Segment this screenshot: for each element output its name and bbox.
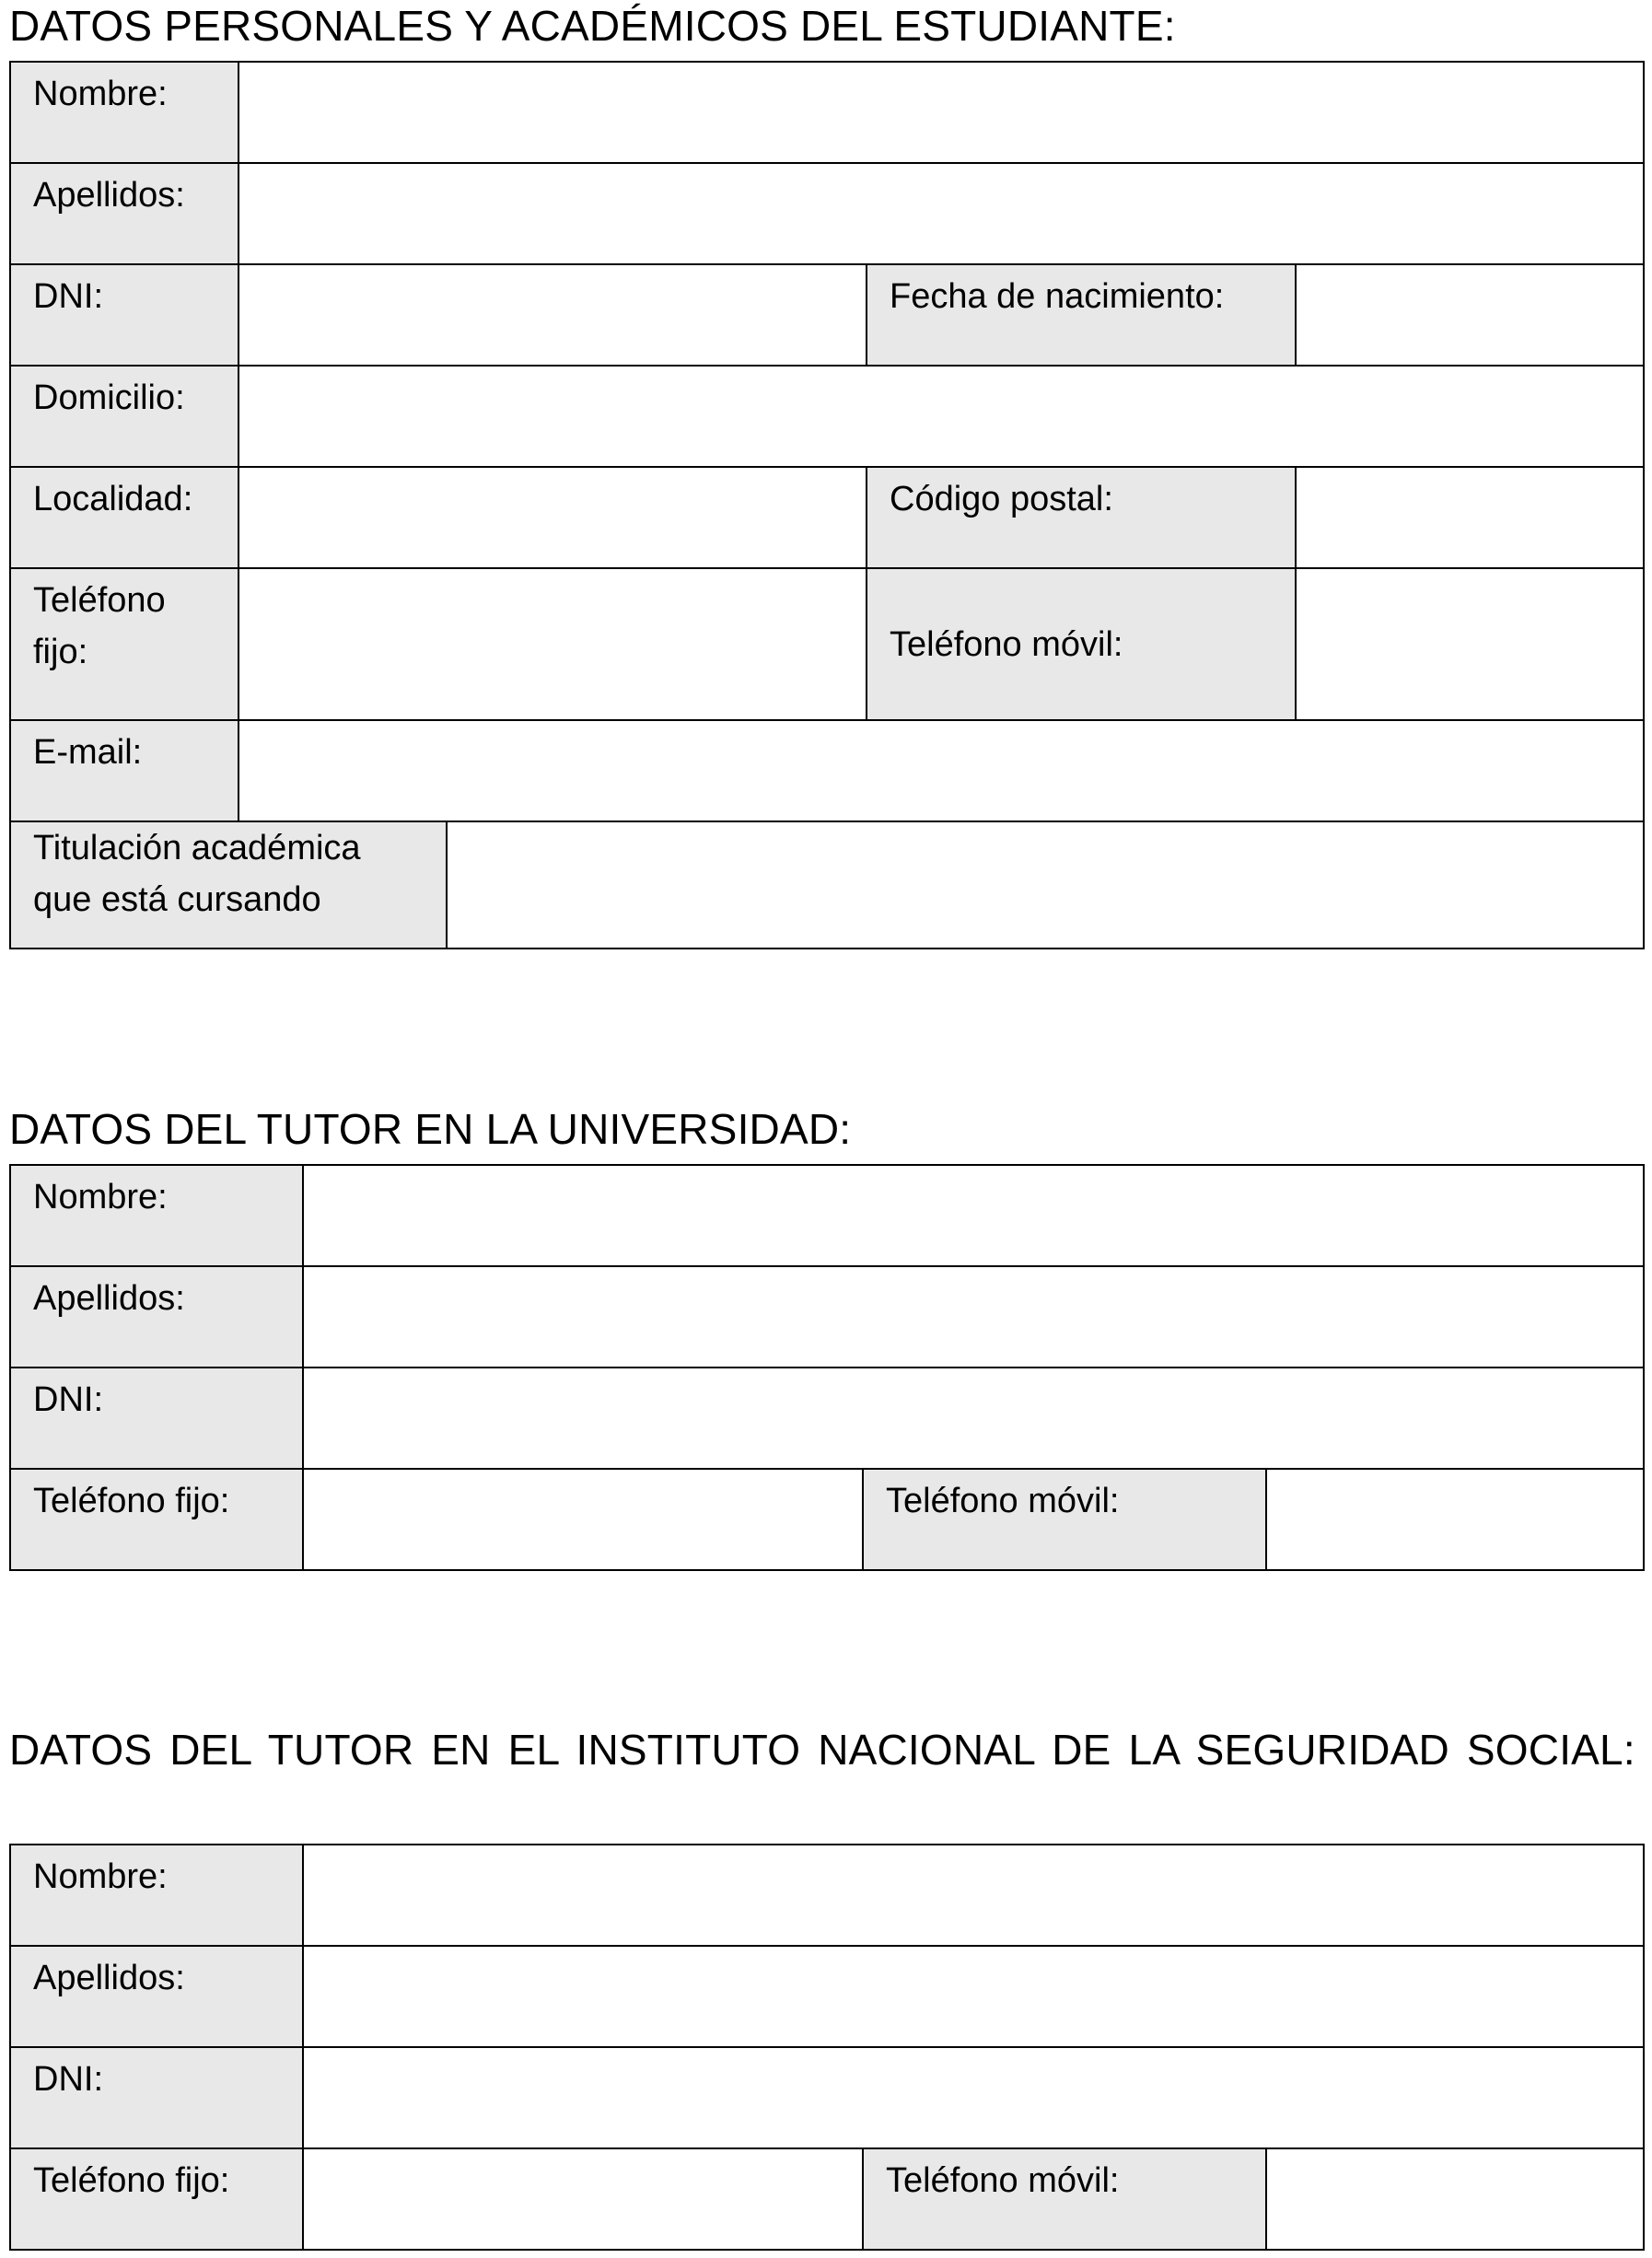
student-nombre-label: Nombre: bbox=[10, 62, 238, 163]
student-telefono-fijo-label bbox=[10, 568, 238, 720]
university-tutor-nombre-label: Nombre: bbox=[10, 1165, 303, 1266]
student-telefono-movil-label: Teléfono móvil: bbox=[867, 568, 1296, 720]
student-localidad-label: Localidad: bbox=[10, 467, 238, 568]
student-apellidos-field[interactable] bbox=[238, 163, 1644, 264]
student-telefono-movil-field[interactable] bbox=[1296, 568, 1644, 720]
university-tutor-telefono-movil-label: Teléfono móvil: bbox=[863, 1469, 1266, 1570]
student-dni-label: DNI: bbox=[10, 264, 238, 366]
university-tutor-dni-field[interactable] bbox=[303, 1368, 1644, 1469]
student-telefono-fijo-label-line2: fijo: bbox=[33, 633, 88, 671]
university-tutor-row-nombre bbox=[10, 1165, 1644, 1266]
inss-tutor-row-telefonos bbox=[10, 2148, 1644, 2250]
student-row-localidad bbox=[10, 467, 1644, 568]
student-fecha-nacimiento-label: Fecha de nacimiento: bbox=[867, 264, 1296, 366]
student-form-table bbox=[9, 61, 1645, 949]
university-tutor-row-apellidos bbox=[10, 1266, 1644, 1368]
student-email-field[interactable] bbox=[238, 720, 1644, 821]
inss-tutor-nombre-field[interactable] bbox=[303, 1845, 1644, 1946]
university-tutor-row-telefonos bbox=[10, 1469, 1644, 1570]
inss-tutor-telefono-fijo-label: Teléfono fijo: bbox=[10, 2148, 303, 2250]
university-tutor-dni-label: DNI: bbox=[10, 1368, 303, 1469]
inss-tutor-nombre-label: Nombre: bbox=[10, 1845, 303, 1946]
university-tutor-apellidos-label: Apellidos: bbox=[10, 1266, 303, 1368]
inss-tutor-telefono-movil-label: Teléfono móvil: bbox=[863, 2148, 1266, 2250]
inss-tutor-apellidos-field[interactable] bbox=[303, 1946, 1644, 2047]
student-row-dni bbox=[10, 264, 1644, 366]
student-row-telefonos bbox=[10, 568, 1644, 720]
university-tutor-telefono-movil-field[interactable] bbox=[1266, 1469, 1644, 1570]
student-email-label: E-mail: bbox=[10, 720, 238, 821]
student-row-domicilio bbox=[10, 366, 1644, 467]
inss-tutor-dni-label: DNI: bbox=[10, 2047, 303, 2148]
university-tutor-apellidos-field[interactable] bbox=[303, 1266, 1644, 1368]
student-apellidos-label: Apellidos: bbox=[10, 163, 238, 264]
student-titulacion-label-line2: que está cursando bbox=[33, 880, 321, 919]
inss-tutor-section-title: DATOS DEL TUTOR EN EL INSTITUTO NACIONAL DE LA SEGURIDAD SOCIAL: bbox=[9, 1726, 1635, 1774]
student-titulacion-label bbox=[10, 821, 447, 949]
student-codigo-postal-field[interactable] bbox=[1296, 467, 1644, 568]
student-codigo-postal-label: Código postal: bbox=[867, 467, 1296, 568]
student-row-nombre bbox=[10, 62, 1644, 163]
university-tutor-telefono-fijo-field[interactable] bbox=[303, 1469, 863, 1570]
student-section-title: DATOS PERSONALES Y ACADÉMICOS DEL ESTUDIANTE: bbox=[9, 2, 1176, 50]
university-tutor-nombre-field[interactable] bbox=[303, 1165, 1644, 1266]
student-localidad-field[interactable] bbox=[238, 467, 867, 568]
inss-tutor-row-nombre bbox=[10, 1845, 1644, 1946]
student-row-email bbox=[10, 720, 1644, 821]
university-tutor-row-dni bbox=[10, 1368, 1644, 1469]
student-titulacion-field[interactable] bbox=[447, 821, 1644, 949]
university-tutor-form-table bbox=[9, 1164, 1645, 1571]
student-telefono-fijo-field[interactable] bbox=[238, 568, 867, 720]
student-row-titulacion bbox=[10, 821, 1644, 949]
student-telefono-fijo-label-line1: Teléfono bbox=[33, 581, 166, 620]
inss-tutor-telefono-fijo-field[interactable] bbox=[303, 2148, 863, 2250]
inss-tutor-form-table bbox=[9, 1844, 1645, 2251]
inss-tutor-dni-field[interactable] bbox=[303, 2047, 1644, 2148]
student-domicilio-label: Domicilio: bbox=[10, 366, 238, 467]
student-nombre-field[interactable] bbox=[238, 62, 1644, 163]
student-row-apellidos bbox=[10, 163, 1644, 264]
student-dni-field[interactable] bbox=[238, 264, 867, 366]
student-fecha-nacimiento-field[interactable] bbox=[1296, 264, 1644, 366]
university-tutor-telefono-fijo-label: Teléfono fijo: bbox=[10, 1469, 303, 1570]
student-titulacion-label-line1: Titulación académica bbox=[33, 829, 361, 867]
inss-tutor-row-dni bbox=[10, 2047, 1644, 2148]
university-tutor-section-title: DATOS DEL TUTOR EN LA UNIVERSIDAD: bbox=[9, 1105, 852, 1153]
inss-tutor-apellidos-label: Apellidos: bbox=[10, 1946, 303, 2047]
inss-tutor-row-apellidos bbox=[10, 1946, 1644, 2047]
inss-tutor-telefono-movil-field[interactable] bbox=[1266, 2148, 1644, 2250]
student-domicilio-field[interactable] bbox=[238, 366, 1644, 467]
